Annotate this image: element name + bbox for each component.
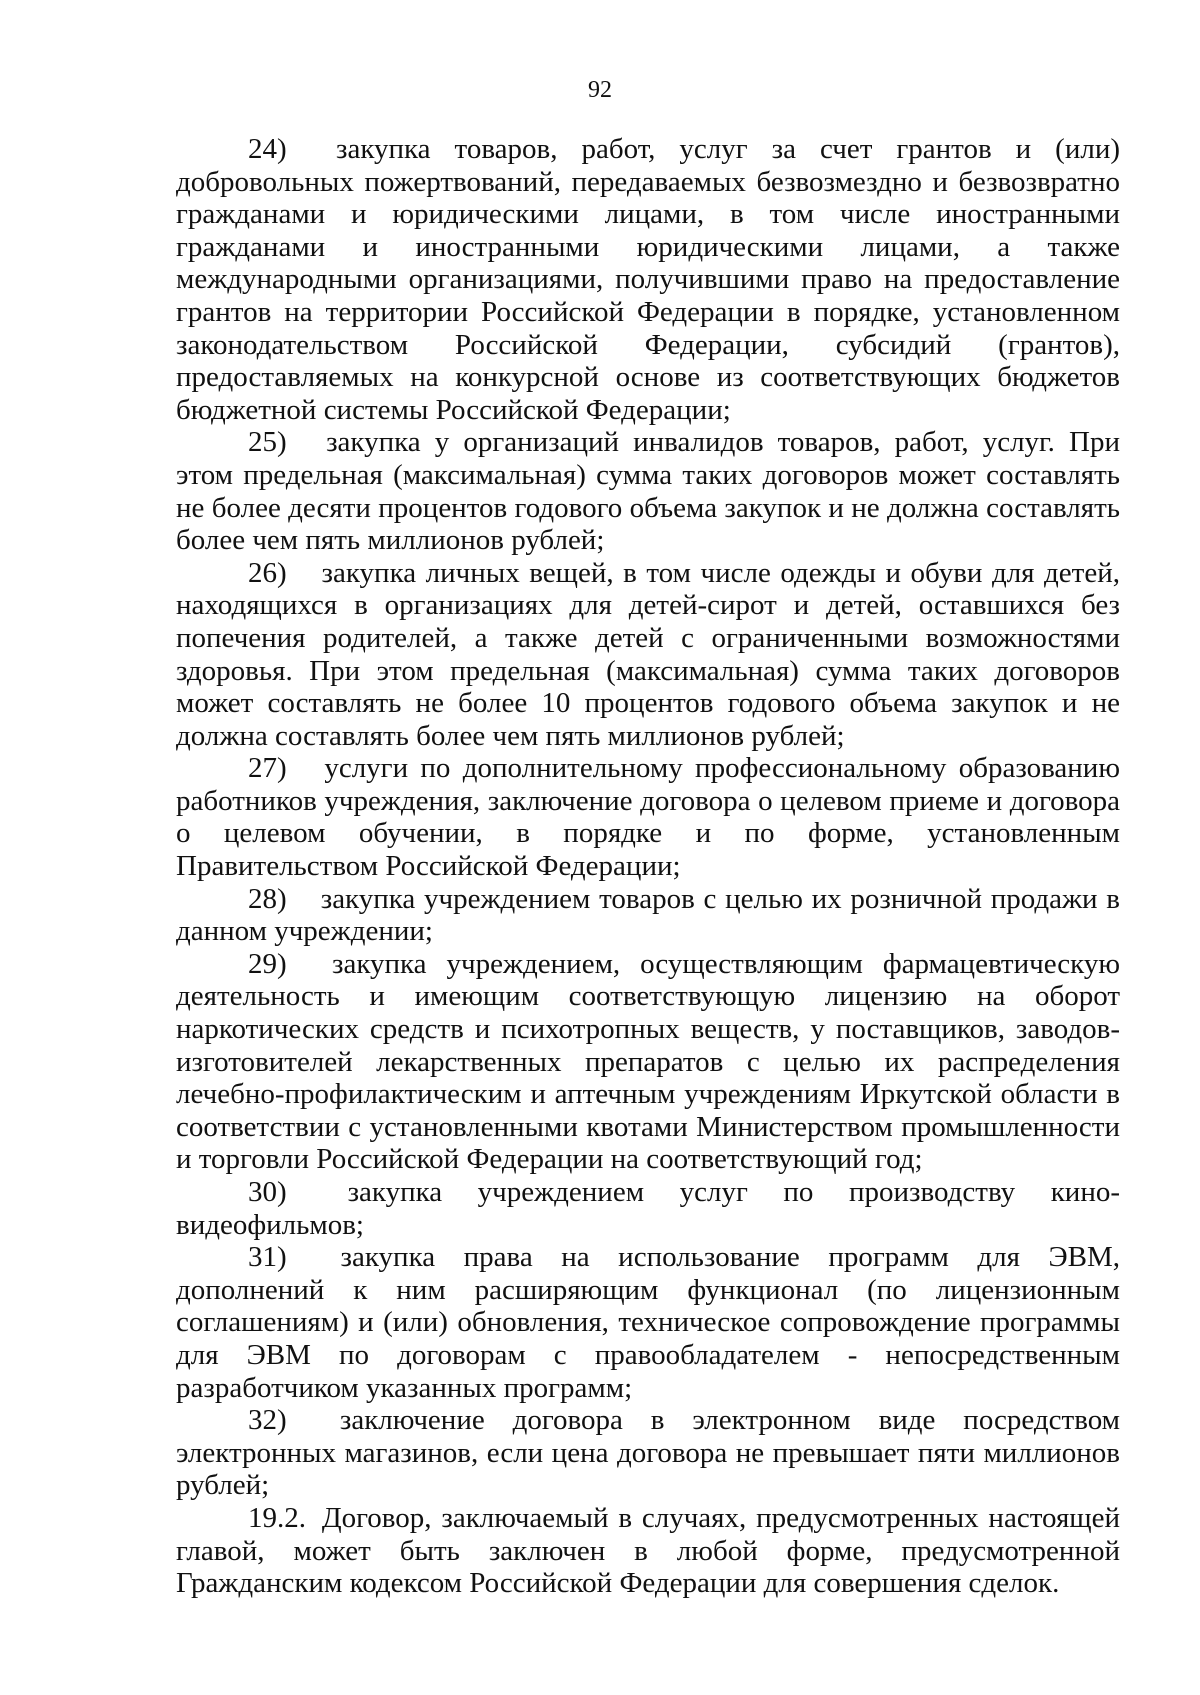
item-number: 26) [248, 556, 287, 589]
item-number: 24) [248, 133, 287, 165]
item-number: 29) [248, 947, 287, 980]
paragraph-item-30 [176, 1176, 1120, 1241]
item-number: 32) [248, 1404, 287, 1437]
item-text: закупка учреждением, осуществляющим фармацевтическую деятельность и имеющим соответствующую лицензию на оборот наркотических средств и психотропных веществ, у поставщиков, заводов-изготовителей лекарственных препаратов с целью их распределения лечебно-профилактическим и аптечным учреждениям Иркутской области в соответствии с установленными квотами Министерством промышленности и торговли Российской Федерации на соответствующий год; [176, 947, 1121, 1176]
item-text: закупка учреждением товаров с целью их розничной продажи в данном учреждении; [176, 882, 1120, 948]
paragraph-section-19-2 [176, 1502, 1120, 1600]
paragraph-item-32 [176, 1404, 1120, 1502]
paragraph-item-31 [176, 1241, 1120, 1404]
paragraph-item-26 [176, 557, 1120, 753]
item-number: 28) [248, 882, 287, 915]
item-text: услуги по дополнительному профессиональному образованию работников учреждения, заключение договора о целевом приеме и договора о целевом обучении, в порядке и по форме, установленным Правительством Российской Федерации; [176, 752, 1120, 883]
paragraph-item-25 [176, 426, 1120, 556]
document-body [176, 133, 1120, 1600]
item-text: закупка учреждением услуг по производству кино-видеофильмов; [176, 1176, 1120, 1241]
item-number: 27) [248, 752, 287, 785]
item-text: закупка у организаций инвалидов товаров, работ, услуг. При этом предельная (максимальная) сумма таких договоров может составлять не более десяти процентов годового объема закупок и не должна составлять более чем пять миллионов рублей; [176, 426, 1120, 557]
item-number: 25) [248, 426, 287, 459]
item-text: заключение договора в электронном виде посредством электронных магазинов, если цена договора не превышает пяти миллионов рублей; [176, 1404, 1120, 1502]
item-text: Договор, заключаемый в случаях, предусмотренных настоящей главой, может быть заключен в любой форме, предусмотренной Гражданским кодексом Российской Федерации для совершения сделок. [176, 1501, 1120, 1600]
paragraph-item-29 [176, 948, 1120, 1176]
paragraph-item-28 [176, 883, 1120, 948]
page-number: 92 [588, 77, 612, 103]
item-number: 19.2. [248, 1501, 306, 1534]
item-number: 31) [248, 1241, 287, 1274]
item-text: закупка товаров, работ, услуг за счет грантов и (или) добровольных пожертвований, передаваемых безвозмездно и безвозвратно гражданами и юридическими лицами, в том числе иностранными гражданами и иностранными юридическими лицами, а также международными организациями, получившими право на предоставление грантов на территории Российской Федерации в порядке, установленном законодательством Российской Федерации, субсидий (грантов), предоставляемых на конкурсной основе из соответствующих бюджетов бюджетной системы Российской Федерации; [176, 133, 1120, 426]
item-text: закупка личных вещей, в том числе одежды и обуви для детей, находящихся в организациях для детей-сирот и детей, оставшихся без попечения родителей, а также детей с ограниченными возможностями здоровья. При этом предельная (максимальная) сумма таких договоров может составлять не более 10 процентов годового объема закупок и не должна составлять более чем пять миллионов рублей; [176, 556, 1120, 752]
item-text: закупка права на использование программ для ЭВМ, дополнений к ним расширяющим функционал (по лицензионным соглашениям) и (или) обновления, техническое сопровождение программы для ЭВМ по договорам с правообладателем - непосредственным разработчиком указанных программ; [176, 1241, 1120, 1404]
paragraph-item-27 [176, 752, 1120, 882]
paragraph-item-24 [176, 133, 1120, 426]
item-number: 30) [248, 1176, 287, 1208]
